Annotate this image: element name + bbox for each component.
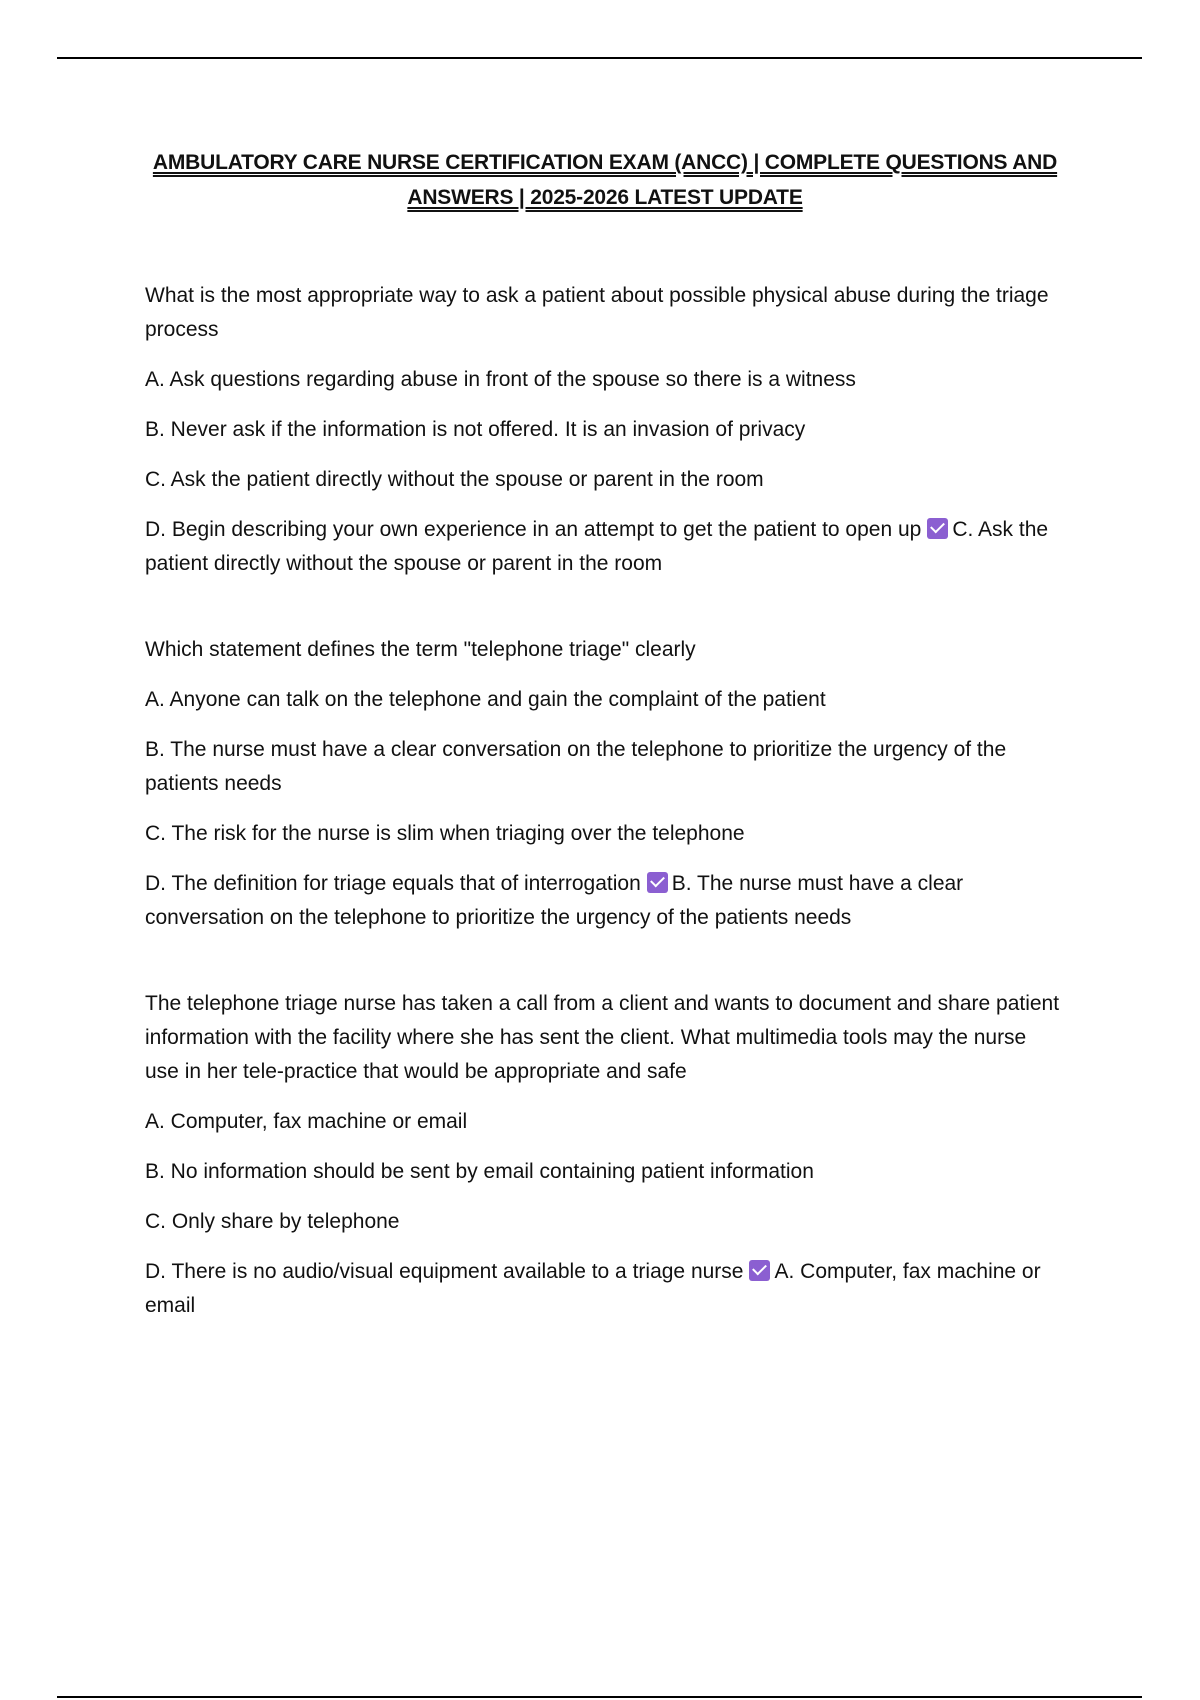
question-text: What is the most appropriate way to ask a patient about possible physical abuse during the triage process (145, 284, 1049, 341)
question-text: The telephone triage nurse has taken a call from a client and wants to document and share patient information with the facility where she has sent the client. What multimedia tools may the nurse use in her tele-practice that would be appropriate and safe (145, 992, 1060, 1083)
checkbox-checked-icon (927, 518, 948, 539)
document-body (145, 145, 1065, 1375)
checkbox-checked-icon (749, 1260, 770, 1281)
option-a: A. Computer, fax machine or email (145, 1110, 468, 1133)
option-c: C. The risk for the nurse is slim when triaging over the telephone (145, 822, 745, 845)
option-d: D. The definition for triage equals that of interrogation (145, 872, 641, 895)
checkbox-checked-icon (647, 872, 668, 893)
option-d: D. Begin describing your own experience in an attempt to get the patient to open up (145, 518, 922, 541)
option-d-with-answer (145, 867, 1065, 935)
answer-text: C. Ask the patient directly without the spouse or parent in the room (145, 518, 1049, 575)
question-block (145, 987, 1065, 1323)
option-b: B. Never ask if the information is not offered. It is an invasion of privacy (145, 418, 806, 441)
option-c: C. Only share by telephone (145, 1210, 400, 1233)
option-b: B. No information should be sent by email containing patient information (145, 1160, 814, 1183)
answer-text: A. Computer, fax machine or email (145, 1260, 1041, 1317)
option-d: D. There is no audio/visual equipment available to a triage nurse (145, 1260, 744, 1283)
bottom-rule (57, 1696, 1142, 1698)
option-d-with-answer (145, 513, 1065, 581)
answer-text: B. The nurse must have a clear conversation on the telephone to prioritize the urgency of the patients needs (145, 872, 964, 929)
option-d-with-answer (145, 1255, 1065, 1323)
question-text: Which statement defines the term "telephone triage" clearly (145, 638, 696, 661)
option-b: B. The nurse must have a clear conversation on the telephone to prioritize the urgency of the patients needs (145, 738, 1007, 795)
option-a: A. Ask questions regarding abuse in front of the spouse so there is a witness (145, 368, 856, 391)
option-c: C. Ask the patient directly without the spouse or parent in the room (145, 468, 764, 491)
question-block (145, 633, 1065, 935)
top-rule (57, 57, 1142, 59)
question-block (145, 279, 1065, 581)
document-title: AMBULATORY CARE NURSE CERTIFICATION EXAM (ANCC) | COMPLETE QUESTIONS AND ANSWERS | 2025-2026 LATEST UPDATE (152, 151, 1058, 209)
option-a: A. Anyone can talk on the telephone and gain the complaint of the patient (145, 688, 826, 711)
